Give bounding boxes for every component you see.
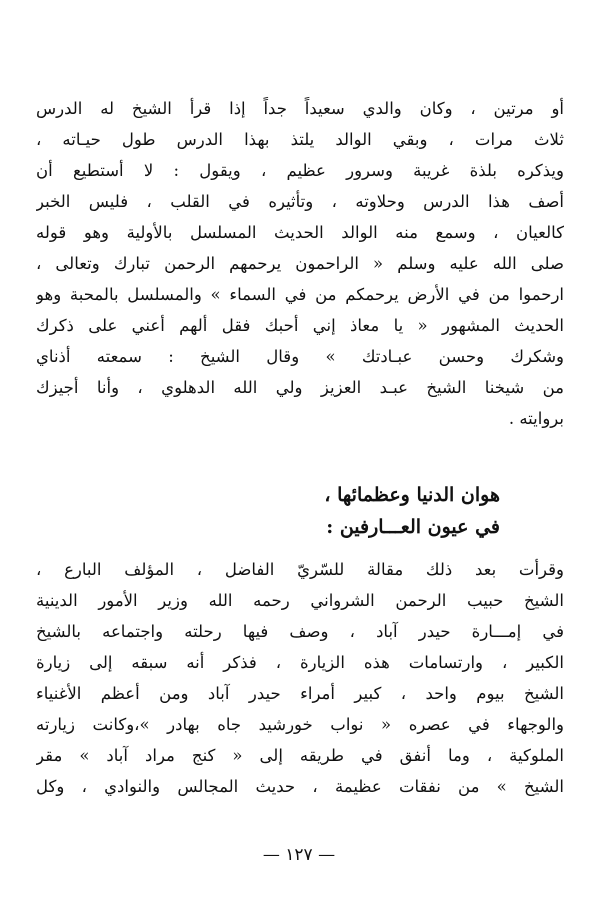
text-line: وشكرك وحسن عبـادتك » وقال الشيخ : سمعته أذناي xyxy=(36,347,564,366)
text-line: والوجهاء في عصره « نواب خورشيد جاه بهادر »،وكانت زيارته xyxy=(36,715,564,734)
text-line: الملوكية ، وما أنفق في طريقه إلى « كنج مراد آباد » مقر xyxy=(36,746,564,765)
text-line: ثلاث مرات ، وبقي الوالد يلتذ بهذا الدرس طول حيـاته ، xyxy=(36,130,564,149)
text-line: ويذكره بلذة غريبة وسرور عظيم ، ويقول : لا أستطيع أن xyxy=(36,161,564,180)
text-line: في إمـــارة حيدر آباد ، وصف فيها رحلته واجتماعه بالشيخ xyxy=(36,622,564,641)
text-line: ارحموا من في الأرض يرحمكم من في السماء » والمسلسل بالمحبة وهو xyxy=(36,285,564,304)
paragraph-2 xyxy=(36,554,564,802)
section-heading-line-1: هوان الدنيا وعظمائها ، xyxy=(324,484,500,506)
text-line: صلى الله عليه وسلم « الراحمون يرحمهم الرحمن تبارك وتعالى ، xyxy=(36,254,564,273)
page-number: — ١٢٧ — xyxy=(262,845,336,865)
text-line: الشيخ » من نفقات عظيمة ، حديث المجالس والنوادي ، وكل xyxy=(36,777,564,796)
text-line: من شيخنا الشيخ عبـد العزيز ولي الله الدهلوي ، وأنا أجيزك xyxy=(36,378,564,397)
text-line: الشيخ بيوم واحد ، كبير أمراء حيدر آباد ومن أعظم الأغنياء xyxy=(36,684,564,703)
text-line: كالعيان ، وسمع منه الوالد الحديث المسلسل بالأولية وهو قوله xyxy=(36,223,564,242)
text-line: أصف هذا الدرس وحلاوته ، وتأثيره في القلب ، فليس الخبر xyxy=(36,192,564,211)
text-line: الحديث المشهور « يا معاذ إني أحبك فقل ألهم أعني على ذكرك xyxy=(36,316,564,335)
text-line: الكبير ، وارتسامات هذه الزيارة ، فذكر أنه سبقه إلى زيارة xyxy=(36,653,564,672)
text-line: وقرأت بعد ذلك مقالة للسّريّ الفاضل ، المؤلف البارع ، xyxy=(36,560,564,579)
text-line: أو مرتين ، وكان والدي سعيداً جداً إذا قرأ الشيخ له الدرس xyxy=(36,99,564,118)
paragraph-1 xyxy=(36,93,564,434)
section-heading-line-2: في عيون العـــارفين : xyxy=(326,516,500,538)
text-line: بروايته . xyxy=(508,409,564,428)
text-line: الشيخ حبيب الرحمن الشرواني رحمه الله وزير الأمور الدينية xyxy=(36,591,564,610)
